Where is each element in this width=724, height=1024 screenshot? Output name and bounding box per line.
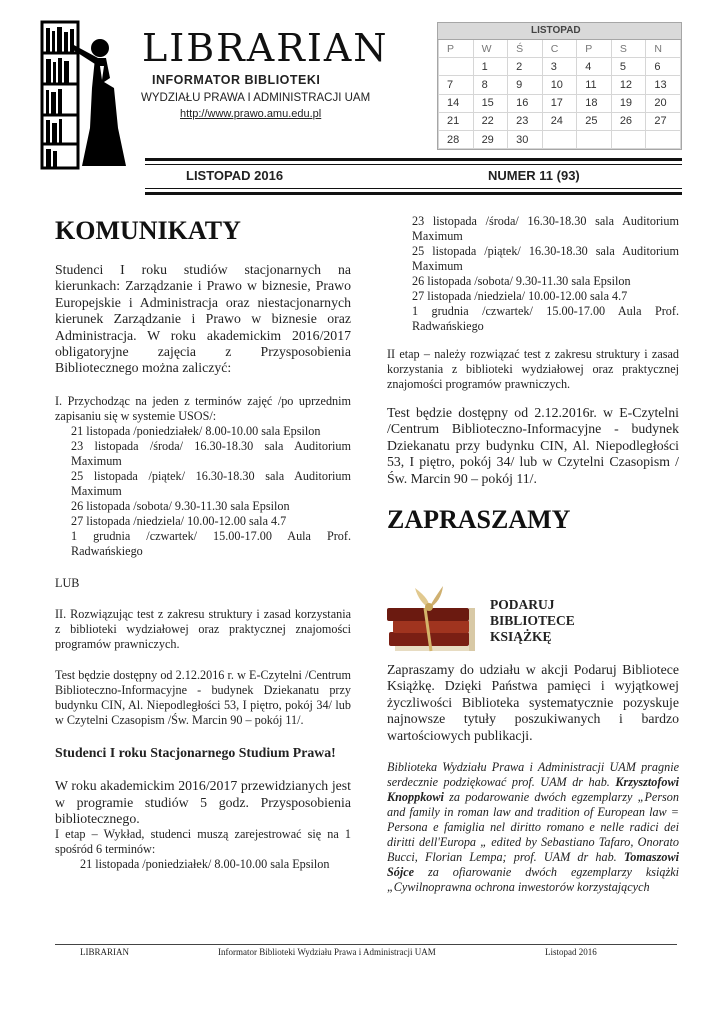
calendar-day: 21	[439, 112, 474, 130]
calendar-day: 19	[611, 94, 646, 112]
footer-left: LIBRARIAN	[80, 947, 129, 957]
calendar-day: 20	[646, 94, 681, 112]
calendar-day: 18	[577, 94, 612, 112]
option-2-text: II. Rozwiązując test z zakresu struktury i zasad korzystania z biblioteki wydziałowej oraz praktycznej znajomości programów prawniczych.	[55, 606, 351, 651]
thanks-text: za podarowanie dwóch egzemplarzy „Person and family in roman law and tradition of European law = Persona e famiglia nel diritto romano e nelle radici dei diritti dell'Europa „ edited by Sebastiano Tafaro, Onorato Bucci, Florian Lempa; prof. UAM dr hab.	[387, 790, 679, 865]
terms-list	[55, 424, 351, 559]
section-heading-zapraszamy: ZAPRASZAMY	[387, 505, 571, 535]
students-text: W roku akademickim 2016/2017 przewidzianych jest w programie studiów 5 godz. Przysposobienia bibliotecznego.	[55, 778, 351, 827]
calendar-day-name: P	[439, 40, 474, 58]
footer-right: Listopad 2016	[545, 947, 597, 957]
calendar-day: 5	[611, 58, 646, 76]
masthead-faculty: WYDZIAŁU PRAWA I ADMINISTRACJI UAM	[141, 92, 371, 104]
calendar-day: 26	[611, 112, 646, 130]
header-rule-thick	[145, 158, 682, 161]
calendar-day: 22	[473, 112, 508, 130]
calendar-day-name: Ś	[508, 40, 543, 58]
term-item: 26 listopada /sobota/ 9.30-11.30 sala Epsilon	[71, 498, 290, 513]
calendar-day: 12	[611, 76, 646, 94]
thanks-text: za ofiarowanie dwóch egzemplarzy książki „Cywilnoprawna ochrona inwestorów korzystających	[387, 865, 679, 895]
librarian-logo-illustration	[40, 18, 132, 170]
term-item: 27 listopada /niedziela/ 10.00-12.00 sala 4.7	[412, 289, 628, 303]
right-column	[387, 214, 679, 535]
thanks-text: Biblioteka Wydziału Prawa i Administracji UAM pragnie serdecznie podziękować prof. UAM dr hab.	[387, 760, 679, 790]
calendar-day	[611, 130, 646, 148]
calendar-day	[542, 130, 577, 148]
masthead-subtitle: INFORMATOR BIBLIOTEKI	[152, 73, 321, 87]
podaruj-line: PODARUJ	[490, 597, 555, 612]
calendar-day: 23	[508, 112, 543, 130]
calendar-day: 2	[508, 58, 543, 76]
podaruj-line: BIBLIOTECE	[490, 613, 575, 628]
students-heading: Studenci I roku Stacjonarnego Studium Prawa!	[55, 744, 336, 760]
calendar-day: 13	[646, 76, 681, 94]
right-column-lower	[387, 662, 679, 895]
calendar-day: 30	[508, 130, 543, 148]
calendar-day-name: S	[611, 40, 646, 58]
calendar-day: 1	[473, 58, 508, 76]
calendar-day: 14	[439, 94, 474, 112]
calendar-day: 24	[542, 112, 577, 130]
test-info: Test będzie dostępny od 2.12.2016r. w E-Czytelni /Centrum Biblioteczno-Informacyjne - budynek Dziekanatu przy budynku CIN, Al. Niepodległości 53, I piętro, pokój 34/ lub w Czytelni Czasopism /Św. Marcin 90 – pokój 11/.	[387, 405, 679, 486]
podaruj-title	[490, 597, 575, 645]
term-item: 27 listopada /niedziela/ 10.00-12.00 sala 4.7	[71, 513, 287, 528]
term-item: 21 listopada /poniedziałek/ 8.00-10.00 sala Epsilon	[80, 857, 330, 872]
term-item: 23 listopada /środa/ 16.30-18.30 sala Auditorium Maximum	[71, 438, 351, 468]
stage-1-text: I etap – Wykład, studenci muszą zarejestrować się na 1 spośród 6 terminów:	[55, 827, 351, 857]
footer-center: Informator Biblioteki Wydziału Prawa i Administracji UAM	[218, 947, 436, 957]
header-rule-thick	[145, 192, 682, 195]
calendar-day: 7	[439, 76, 474, 94]
invite-paragraph: Zapraszamy do udziału w akcji Podaruj Bibliotece Książkę. Dzięki Państwa pamięci i wyjątkowej życzliwości Biblioteka systematycznie pozyskuje najnowsze tytuły poszukiwanych i bardzo wartościowych publikacji.	[387, 662, 679, 743]
calendar-day: 8	[473, 76, 508, 94]
or-text: LUB	[55, 575, 80, 590]
calendar-day: 15	[473, 94, 508, 112]
calendar-day-name: W	[473, 40, 508, 58]
terms-list-continued	[387, 214, 679, 334]
calendar-day: 27	[646, 112, 681, 130]
calendar-day: 9	[508, 76, 543, 94]
header-rule-thin	[145, 164, 682, 165]
test-info: Test będzie dostępny od 2.12.2016 r. w E-Czytelni /Centrum Biblioteczno-Informacyjne - budynek Dziekanatu przy budynku CIN, Al. Niepodległości 53, I piętro, pokój 34/ lub w Czytelni Czasopism /Św. Marcin 90 – pokój 11/.	[55, 667, 351, 727]
term-item: 25 listopada /piątek/ 16.30-18.30 sala Auditorium Maximum	[71, 468, 351, 498]
calendar-day-name: C	[542, 40, 577, 58]
intro-paragraph: Studenci I roku studiów stacjonarnych na kierunkach: Zarządzanie i Prawo w biznesie, Prawo Europejskie i Administracja oraz niestacjonarnych kierunek Zarządzanie i Prawo w biznesie oraz Administracja. W roku akademickim 2016/2017 obligatoryjne zajęcia z Przysposobienia Bibliotecznego można zaliczyć:	[55, 262, 351, 376]
calendar-day: 6	[646, 58, 681, 76]
calendar-day: 11	[577, 76, 612, 94]
stage-2-text: II etap – należy rozwiązać test z zakresu struktury i zasad korzystania z biblioteki wydziałowej oraz praktycznej znajomości programów prawniczych.	[387, 347, 679, 391]
donor-name: Krzysztofowi Knoppkowi	[387, 775, 679, 805]
calendar-day: 17	[542, 94, 577, 112]
gift-books-image	[385, 580, 483, 658]
term-item: 1 grudnia /czwartek/ 15.00-17.00 Aula Prof. Radwańskiego	[412, 304, 679, 333]
term-item: 1 grudnia /czwartek/ 15.00-17.00 Aula Prof. Radwańskiego	[71, 528, 351, 558]
calendar-widget	[437, 22, 682, 150]
term-item: 23 listopada /środa/ 16.30-18.30 sala Auditorium Maximum	[412, 214, 679, 243]
calendar-day: 3	[542, 58, 577, 76]
calendar-day: 25	[577, 112, 612, 130]
thanks-paragraph	[387, 760, 679, 895]
header-rule-thin	[145, 188, 682, 189]
calendar-grid	[438, 40, 681, 149]
calendar-day: 28	[439, 130, 474, 148]
calendar-day: 16	[508, 94, 543, 112]
term-item: 25 listopada /piątek/ 16.30-18.30 sala Auditorium Maximum	[412, 244, 679, 273]
term-item: 21 listopada /poniedziałek/ 8.00-10.00 sala Epsilon	[71, 423, 321, 438]
footer-rule	[55, 944, 677, 945]
calendar-day-name: P	[577, 40, 612, 58]
calendar-day	[577, 130, 612, 148]
issue-number: NUMER 11 (93)	[488, 168, 580, 183]
calendar-day	[439, 58, 474, 76]
calendar-day-name: N	[646, 40, 681, 58]
calendar-month: LISTOPAD	[438, 23, 681, 40]
calendar-day: 10	[542, 76, 577, 94]
term-item: 26 listopada /sobota/ 9.30-11.30 sala Epsilon	[412, 274, 631, 288]
option-1-text: I. Przychodząc na jeden z terminów zajęć /po uprzednim zapisaniu się w systemie USOS/:	[55, 393, 351, 423]
calendar-day	[646, 130, 681, 148]
calendar-day: 4	[577, 58, 612, 76]
donor-name: Tomaszowi Sójce	[387, 850, 679, 880]
calendar-day: 29	[473, 130, 508, 148]
section-heading-komunikaty: KOMUNIKATY	[55, 216, 241, 245]
masthead-url-link[interactable]: http://www.prawo.amu.edu.pl	[180, 108, 322, 120]
masthead-title: LIBRARIAN	[142, 26, 389, 70]
podaruj-line: KSIĄŻKĘ	[490, 629, 552, 644]
issue-date: LISTOPAD 2016	[186, 168, 284, 183]
left-column	[55, 216, 351, 872]
